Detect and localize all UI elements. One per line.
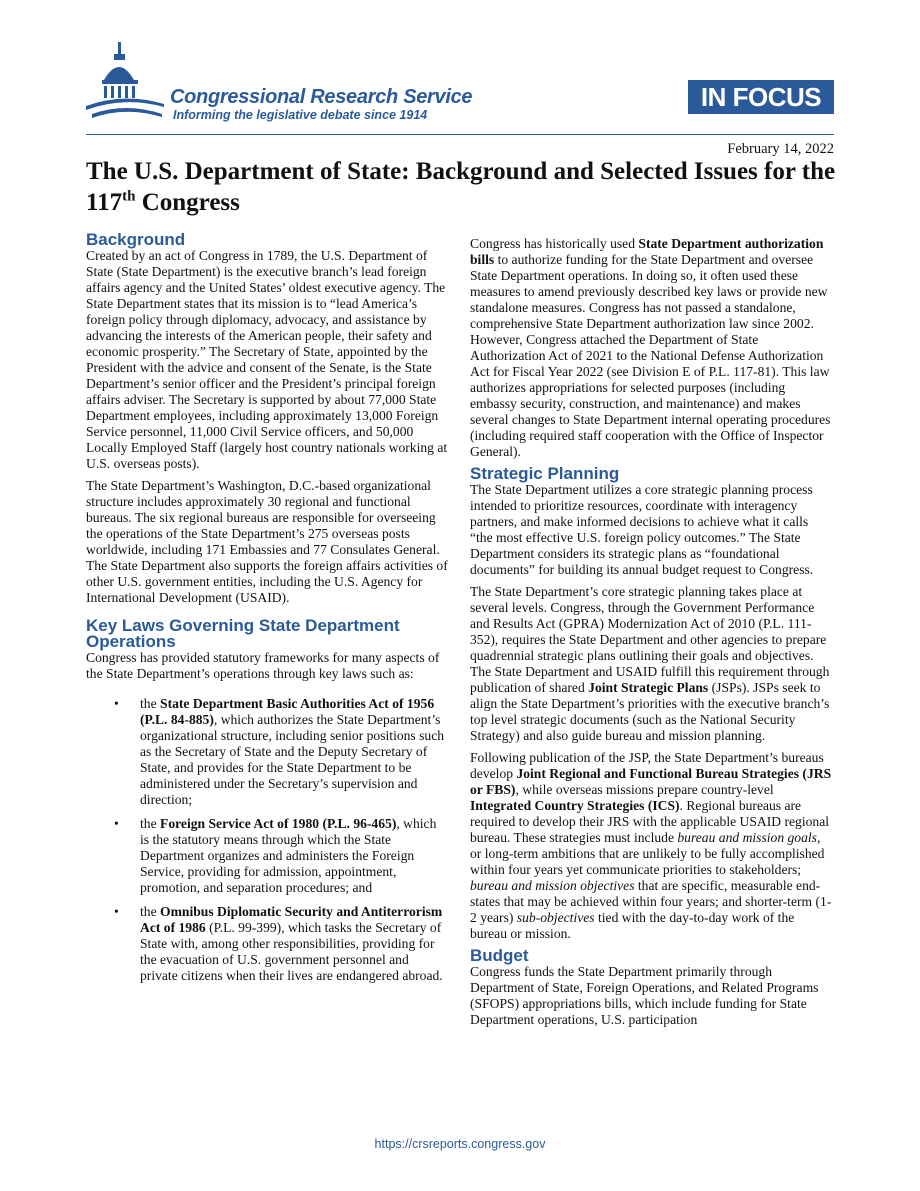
crs-logo[interactable] <box>84 40 504 130</box>
list-item <box>86 904 448 984</box>
right-column <box>470 236 832 1034</box>
goals-term: bureau and mission goals <box>677 830 817 845</box>
footer-url-link[interactable]: https://crsreports.congress.gov <box>374 1137 546 1151</box>
title-superscript: th <box>122 188 136 205</box>
authorization-paragraph: Congress has historically used State Department authorization bills to authorize funding for the State Department and oversee State Department operations. In doing so, it often used these measures to amend previously described key laws or provide new standalone measures. Congress has not passed a standalone, comprehensive State Department authorization law since 2002. However, Congress attached the Department of State Authorization Act of 2021 to the National Defense Authorization Act for Fiscal Year 2022 (see Division E of P.L. 117-81). This law authorizes appropriations for selected purposes (including embassy security, construction, and maintenance) and makes several changes to State Department internal operating procedures (including required staff cooperation with the Office of Inspector General). <box>470 236 831 459</box>
law-prefix: the <box>140 696 161 711</box>
key-laws-intro: Congress has provided statutory frameworks for many aspects of the State Department’s operations through key laws such as: <box>86 650 440 681</box>
budget-heading: Budget <box>470 946 529 965</box>
strategic-paragraph-3: Following publication of the JSP, the State Department’s bureaus develop Joint Regional and Functional Bureau Strategies (JRS or FBS), while overseas missions prepare country-level Integrated Country Strategies (ICS). Regional bureaus are required to develop their JRS with the applicable USAID regional bureau. These strategies must include bureau and mission goals, or long-term ambitions that are unlikely to be fully accomplished within four years yet communicate priorities to stakeholders; bureau and mission objectives that are specific, measurable end-states that may be achieved within four years; and shorter-term (1-2 years) sub-objectives tied with the day-to-day work of the bureau or mission. <box>470 750 832 941</box>
key-laws-heading: Key Laws Governing State Department Operations <box>86 616 400 651</box>
background-paragraph-2: The State Department’s Washington, D.C.-based organizational structure includes approximately 30 regional and functional bureaus. The six regional bureaus are responsible for overseeing the operations of the State Department’s 275 overseas posts worldwide, including 171 Embassies and 77 Consulates General. The State Department also supports the foreign affairs activities of other U.S. government entities, including the U.S. Agency for International Development (USAID). <box>86 478 448 605</box>
key-laws-list <box>86 696 448 984</box>
law-prefix: the <box>140 904 161 919</box>
header-divider <box>86 134 834 135</box>
law-description: (P.L. 99-399), which tasks the Secretary of State with, among other responsibilities, providing for the evacuation of U.S. government personnel and private citizens when their lives are endangered abroad. <box>140 920 443 983</box>
background-heading: Background <box>86 230 186 249</box>
strategic-planning-heading: Strategic Planning <box>470 464 620 483</box>
list-item <box>86 696 448 808</box>
authorization-bills-term: State Department authorization bills <box>470 236 824 267</box>
law-description: , which authorizes the State Department’s organizational structure, including senior positions such as the Secretary of State and the Deputy Secretary of State, and provides for the State Department to be administered under the Secretary’s supervision and direction; <box>140 712 445 807</box>
law-name: Omnibus Diplomatic Security and Antiterrorism Act of 1986 <box>140 904 443 935</box>
title-main: The U.S. Department of State: Background and Selected Issues for the 117 <box>86 158 836 216</box>
budget-paragraph-1: Congress funds the State Department primarily through Department of State, Foreign Operations, and Related Programs (SFOPS) appropriations bills, which include funding for State Department operations, U.S. participation <box>470 964 819 1027</box>
org-tagline: Informing the legislative debate since 1914 <box>173 108 428 122</box>
background-paragraph-1: Created by an act of Congress in 1789, the U.S. Department of State (State Department) is the executive branch’s lead foreign affairs agency and the United States’ oldest executive agency. The State Department states that its mission is to “lead America’s foreign policy through diplomacy, advocacy, and assistance by advancing the interests of the American people, their safety and economic prosperity.” The Secretary of State, appointed by the President with the advice and consent of the Senate, is the State Department’s senior officer and the President’s principal foreign affairs adviser. The Secretary is supported by about 77,000 State Department employees, including approximately 13,000 Foreign Service personnel, 11,000 Civil Service officers, and 50,000 Locally Employed Staff (largely host country nationals working at U.S. overseas posts). <box>86 248 448 471</box>
bullet-icon: • <box>114 904 119 919</box>
sub-objectives-term: sub-objectives <box>516 910 595 925</box>
in-focus-badge: IN FOCUS <box>688 80 834 114</box>
jsp-term: Joint Strategic Plans <box>588 680 709 695</box>
jrs-term: Joint Regional and Functional Bureau Strategies (JRS or FBS) <box>470 766 832 797</box>
title-tail: Congress <box>135 189 240 216</box>
left-column <box>86 232 448 992</box>
law-name: Foreign Service Act of 1980 (P.L. 96-465) <box>160 816 397 831</box>
law-prefix: the <box>140 816 161 831</box>
page-title <box>86 156 846 218</box>
capitol-dome-icon <box>84 40 174 130</box>
law-description: , which is the statutory means through which the State Department organizes and administers the Foreign Service, providing for admission, appointment, promotion, and separation procedures; and <box>140 816 437 895</box>
strategic-paragraph-2: The State Department’s core strategic planning takes place at several levels. Congress, through the Government Performance and Results Act (GPRA) Modernization Act of 2010 (P.L. 111-352), requires the State Department and other agencies to prepare quadrennial strategic plans outlining their goals and objectives. The State Department and USAID fulfill this requirement through publication of shared Joint Strategic Plans (JSPs). JSPs seek to align the State Department’s priorities with the executive branch’s top level strategic documents (such as the National Security Strategy) and also guide bureau and mission planning. <box>470 584 830 743</box>
strategic-paragraph-1: The State Department utilizes a core strategic planning process intended to prioritize resources, coordinate with interagency partners, and make informed decisions to achieve what it calls “the most effective U.S. foreign policy outcomes.” The State Department considers its strategic plans as “foundational documents” for building its annual budget request to Congress. <box>470 482 814 577</box>
publication-date: February 14, 2022 <box>727 141 834 157</box>
ics-term: Integrated Country Strategies (ICS) <box>470 798 680 813</box>
bullet-icon: • <box>114 816 119 831</box>
law-name: State Department Basic Authorities Act of 1956 (P.L. 84-885) <box>140 696 435 727</box>
bullet-icon: • <box>114 696 119 711</box>
org-name: Congressional Research Service <box>170 86 473 108</box>
list-item <box>86 816 448 896</box>
objectives-term: bureau and mission objectives <box>470 878 635 893</box>
